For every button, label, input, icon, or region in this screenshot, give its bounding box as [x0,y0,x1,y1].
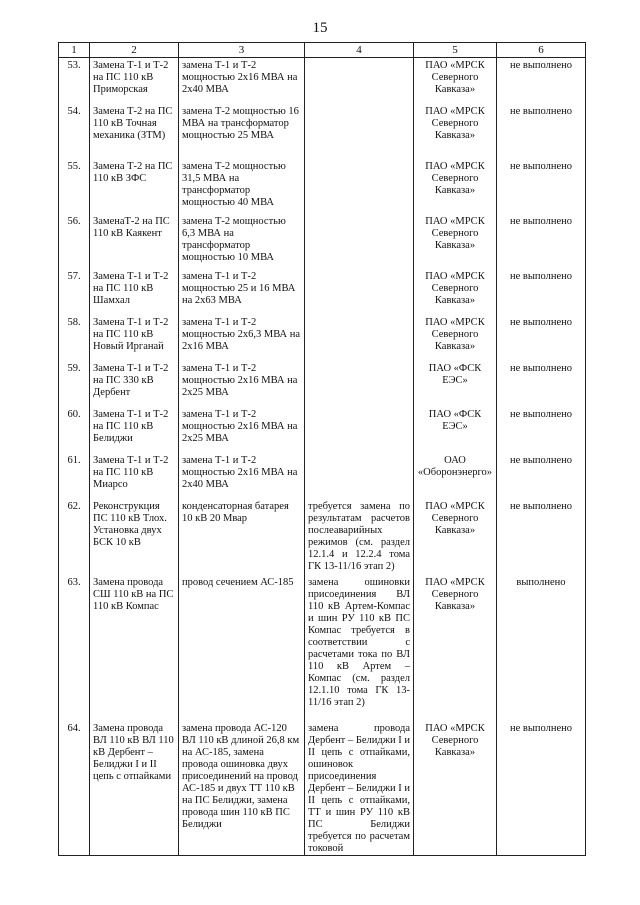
responsible-organization: ПАО «ФСК ЕЭС» [414,407,497,453]
row-number: 56. [59,214,90,269]
status: не выполнено [497,407,586,453]
status: не выполнено [497,269,586,315]
justification [305,453,414,499]
table-row [59,453,586,499]
object-name: ЗаменаТ-2 на ПС 110 кВ Каякент [90,214,179,269]
row-number: 58. [59,315,90,361]
work-description: замена Т-1 и Т-2 мощностью 2х16 МВА на 2х40 МВА [179,58,305,104]
work-description: замена Т-1 и Т-2 мощностью 2х16 МВА на 2х25 МВА [179,407,305,453]
table-row [59,721,586,856]
status: не выполнено [497,159,586,214]
row-number: 57. [59,269,90,315]
responsible-organization: ОАО «Оборонэнерго» [414,453,497,499]
header-cell: 2 [90,43,179,58]
justification [305,58,414,104]
status: выполнено [497,575,586,721]
data-table [58,42,586,856]
table-row [59,575,586,721]
justification: замена ошиновки присоединения ВЛ 110 кВ Артем-Компас и шин РУ 110 кВ ПС Компас требуется в соответствии с расчетами тока по ВЛ 110 кВ Артем – Компас (см. раздел 12.1.10 тома ГК 13-11/16 этап 2) [305,575,414,721]
justification: замена провода Дербент – Белиджи I и II цепь с отпайками, ошиновок присоединения Дербент – Белиджи I и II цепь с отпайками, ТТ и шин РУ 110 кВ ПС Белиджи требуется по расчетам токовой [305,721,414,856]
status: не выполнено [497,315,586,361]
object-name: Замена Т-1 и Т-2 на ПС 110 кВ Миарсо [90,453,179,499]
justification [305,407,414,453]
work-description: конденсаторная батарея 10 кВ 20 Мвар [179,499,305,575]
justification [305,159,414,214]
row-number: 55. [59,159,90,214]
work-description: замена Т-1 и Т-2 мощностью 2х6,3 МВА на 2х16 МВА [179,315,305,361]
work-description: замена Т-2 мощностью 31,5 МВА на трансформатор мощностью 40 МВА [179,159,305,214]
responsible-organization: ПАО «ФСК ЕЭС» [414,361,497,407]
status: не выполнено [497,104,586,159]
header-cell: 6 [497,43,586,58]
object-name: Замена Т-1 и Т-2 на ПС 110 кВ Новый Ирганай [90,315,179,361]
header-cell: 5 [414,43,497,58]
status: не выполнено [497,721,586,856]
justification [305,214,414,269]
status: не выполнено [497,361,586,407]
responsible-organization: ПАО «МРСК Северного Кавказа» [414,315,497,361]
object-name: Замена Т-2 на ПС 110 кВ ЗФС [90,159,179,214]
responsible-organization: ПАО «МРСК Северного Кавказа» [414,269,497,315]
row-number: 62. [59,499,90,575]
justification: требуется замена по результатам расчетов послеаварийных режимов (см. раздел 12.1.4 и 12.2.4 тома ГК 13-11/16 этап 2) [305,499,414,575]
row-number: 59. [59,361,90,407]
object-name: Замена Т-2 на ПС 110 кВ Точная механика (ЗТМ) [90,104,179,159]
justification [305,361,414,407]
table-row [59,361,586,407]
header-cell: 4 [305,43,414,58]
row-number: 60. [59,407,90,453]
table-row [59,58,586,104]
justification [305,315,414,361]
row-number: 53. [59,58,90,104]
row-number: 54. [59,104,90,159]
row-number: 63. [59,575,90,721]
table-row [59,214,586,269]
table-row [59,315,586,361]
work-description: замена Т-2 мощностью 16 МВА на трансформатор мощностью 25 МВА [179,104,305,159]
work-description: замена Т-1 и Т-2 мощностью 25 и 16 МВА на 2х63 МВА [179,269,305,315]
work-description: замена Т-2 мощностью 6,3 МВА на трансформатор мощностью 10 МВА [179,214,305,269]
row-number: 64. [59,721,90,856]
work-description: замена провода АС-120 ВЛ 110 кВ длиной 26,8 км на АС-185, замена провода ошиновка двух присоединений на провод АС-185 и двух ТТ 110 кВ на ПС Белиджи, замена провода шин 110 кВ ПС Белиджи [179,721,305,856]
object-name: Замена Т-1 и Т-2 на ПС 110 кВ Белиджи [90,407,179,453]
object-name: Замена Т-1 и Т-2 на ПС 110 кВ Приморская [90,58,179,104]
justification [305,104,414,159]
status: не выполнено [497,499,586,575]
table-row [59,269,586,315]
object-name: Реконструкция ПС 110 кВ Тлох. Установка двух БСК 10 кВ [90,499,179,575]
responsible-organization: ПАО «МРСК Северного Кавказа» [414,575,497,721]
responsible-organization: ПАО «МРСК Северного Кавказа» [414,58,497,104]
responsible-organization: ПАО «МРСК Северного Кавказа» [414,721,497,856]
work-description: провод сечением АС-185 [179,575,305,721]
responsible-organization: ПАО «МРСК Северного Кавказа» [414,159,497,214]
table-row [59,407,586,453]
status: не выполнено [497,214,586,269]
table-row [59,499,586,575]
object-name: Замена провода ВЛ 110 кВ ВЛ 110 кВ Дербент – Белиджи I и II цепь с отпайками [90,721,179,856]
responsible-organization: ПАО «МРСК Северного Кавказа» [414,104,497,159]
object-name: Замена провода СШ 110 кВ на ПС 110 кВ Компас [90,575,179,721]
page-number: 15 [312,20,328,36]
table-row [59,104,586,159]
header-cell: 3 [179,43,305,58]
table-row [59,159,586,214]
header-row [59,43,586,58]
header-cell: 1 [59,43,90,58]
status: не выполнено [497,58,586,104]
object-name: Замена Т-1 и Т-2 на ПС 330 кВ Дербент [90,361,179,407]
responsible-organization: ПАО «МРСК Северного Кавказа» [414,499,497,575]
status: не выполнено [497,453,586,499]
justification [305,269,414,315]
work-description: замена Т-1 и Т-2 мощностью 2х16 МВА на 2х40 МВА [179,453,305,499]
object-name: Замена Т-1 и Т-2 на ПС 110 кВ Шамхал [90,269,179,315]
work-description: замена Т-1 и Т-2 мощностью 2х16 МВА на 2х25 МВА [179,361,305,407]
responsible-organization: ПАО «МРСК Северного Кавказа» [414,214,497,269]
row-number: 61. [59,453,90,499]
